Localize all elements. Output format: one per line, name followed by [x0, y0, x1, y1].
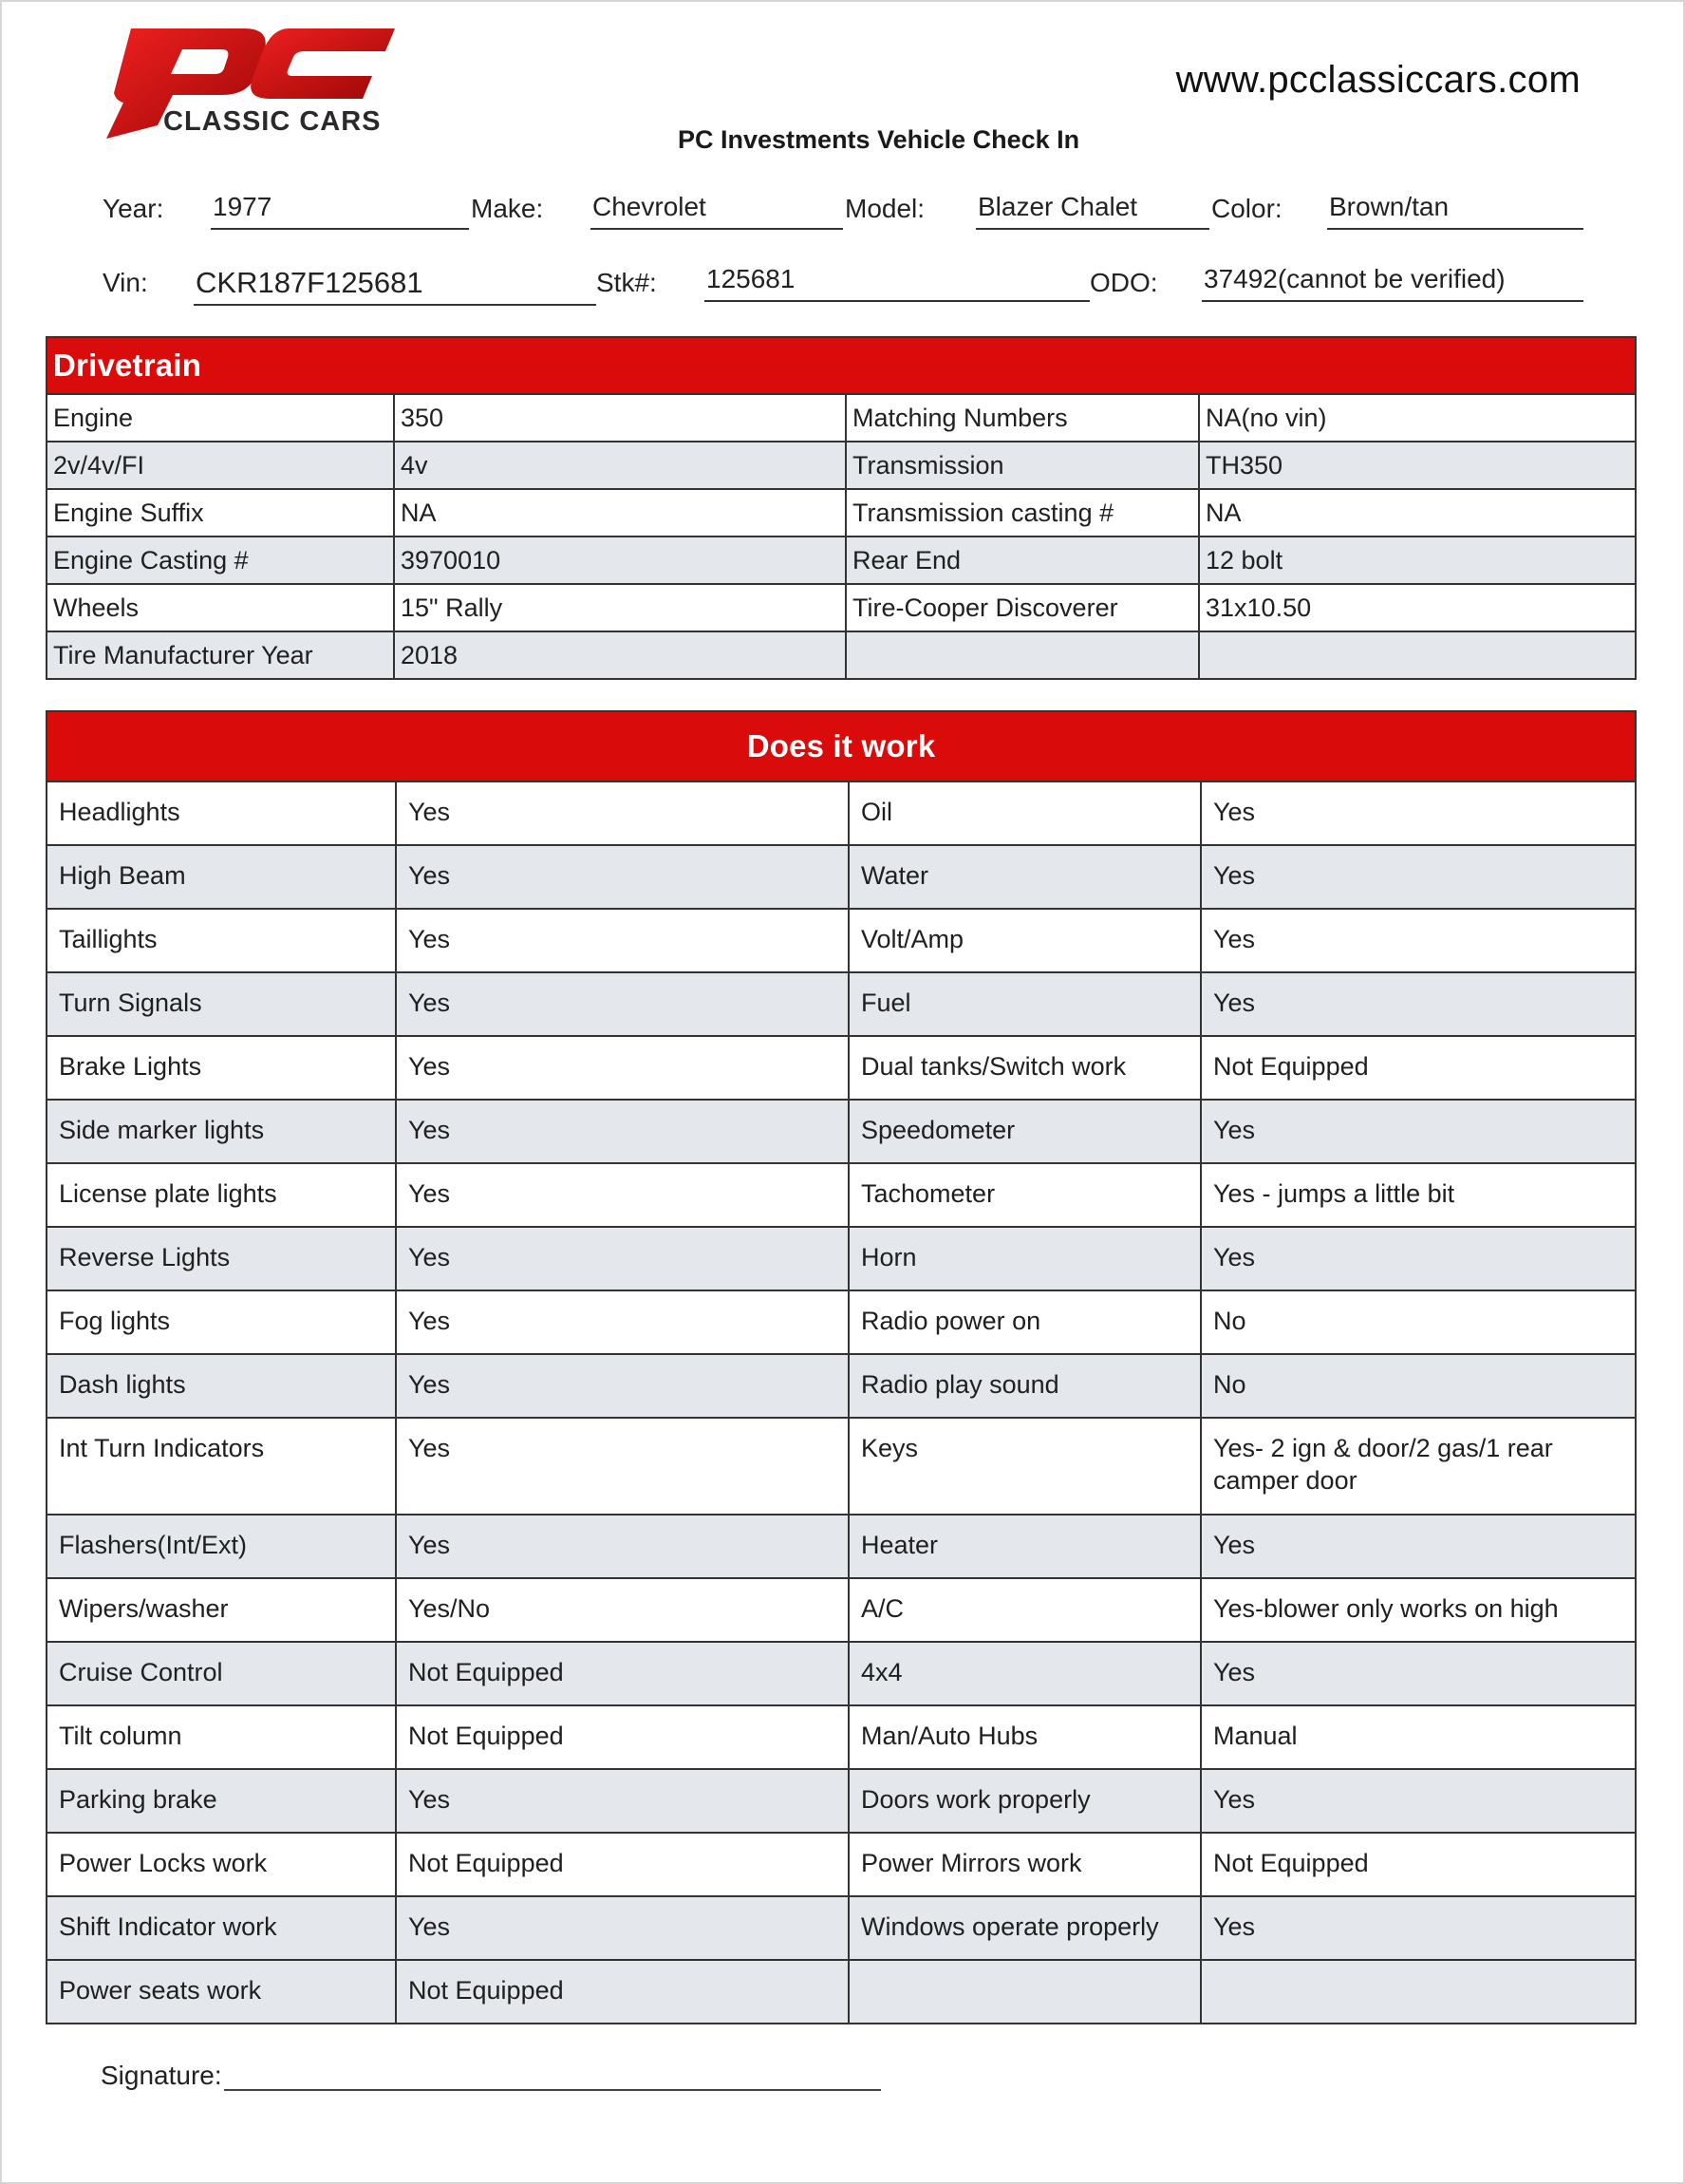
table-row	[47, 1959, 1635, 2023]
signature-area	[101, 2061, 881, 2091]
check-value[interactable]: Manual	[1200, 1706, 1635, 1768]
table-row	[47, 441, 1635, 488]
table-row	[47, 1768, 1635, 1832]
check-value[interactable]: Yes	[395, 1897, 848, 1959]
check-label: Fog lights	[59, 1307, 171, 1335]
check-value[interactable]: Yes	[1200, 782, 1635, 844]
check-label: Wipers/washer	[59, 1594, 229, 1623]
check-value[interactable]: Yes	[395, 1164, 848, 1226]
year-label: Year:	[103, 194, 164, 223]
check-value[interactable]: Yes	[395, 846, 848, 908]
table-row	[47, 1290, 1635, 1353]
check-label: Dash lights	[59, 1370, 186, 1399]
check-value[interactable]: Not Equipped	[395, 1834, 848, 1895]
drivetrain-value[interactable]: NA	[393, 490, 845, 536]
check-value[interactable]: Yes	[395, 1419, 848, 1514]
website-url[interactable]: www.pcclassiccars.com	[1175, 59, 1581, 101]
odo-label: ODO:	[1090, 268, 1158, 297]
check-value[interactable]: Not Equipped	[395, 1706, 848, 1768]
vin-label: Vin:	[103, 268, 148, 297]
check-label: Water	[848, 846, 1200, 908]
check-value[interactable]: Yes	[1200, 1228, 1635, 1290]
drivetrain-value[interactable]: 12 bolt	[1198, 537, 1635, 583]
drivetrain-value[interactable]: 15" Rally	[393, 585, 845, 631]
table-row	[47, 1514, 1635, 1577]
drivetrain-label	[845, 632, 1198, 678]
drivetrain-label: Engine	[53, 404, 134, 432]
vin-field[interactable]: CKR187F125681	[194, 266, 596, 306]
table-row	[47, 1353, 1635, 1417]
check-value[interactable]: Yes	[395, 910, 848, 971]
check-label: High Beam	[59, 861, 186, 890]
table-row	[47, 488, 1635, 536]
signature-label: Signature:	[101, 2061, 222, 2090]
check-value[interactable]: Yes	[395, 1355, 848, 1417]
check-label: Fuel	[848, 973, 1200, 1035]
signature-line[interactable]	[224, 2062, 881, 2091]
check-label: Power seats work	[59, 1976, 262, 2005]
drivetrain-table	[46, 336, 1637, 680]
check-label: Tachometer	[848, 1164, 1200, 1226]
check-value[interactable]: Yes	[395, 1101, 848, 1162]
drivetrain-label: Tire Manufacturer Year	[53, 641, 313, 669]
check-label: Int Turn Indicators	[59, 1434, 265, 1462]
table-row	[47, 781, 1635, 844]
check-value[interactable]: Yes	[1200, 1770, 1635, 1832]
check-value[interactable]: Yes	[395, 1037, 848, 1099]
drivetrain-value[interactable]	[1198, 632, 1635, 678]
check-label: License plate lights	[59, 1179, 277, 1208]
check-label: Power Mirrors work	[848, 1834, 1200, 1895]
check-value[interactable]: Yes/No	[395, 1579, 848, 1641]
check-label: Radio play sound	[848, 1355, 1200, 1417]
table-row	[47, 971, 1635, 1035]
drivetrain-label: Transmission	[845, 442, 1198, 488]
check-label: A/C	[848, 1579, 1200, 1641]
table-row	[47, 631, 1635, 678]
check-label: Horn	[848, 1228, 1200, 1290]
year-field[interactable]: 1977	[211, 190, 469, 230]
drivetrain-value[interactable]: NA	[1198, 490, 1635, 536]
stock-label: Stk#:	[596, 268, 657, 297]
drivetrain-value[interactable]: 350	[393, 395, 845, 441]
check-value[interactable]: Not Equipped	[395, 1643, 848, 1704]
check-label: Dual tanks/Switch work	[848, 1037, 1200, 1099]
table-row	[47, 583, 1635, 631]
table-row	[47, 1162, 1635, 1226]
check-label	[848, 1961, 1200, 2023]
drivetrain-label: Wheels	[53, 593, 140, 622]
model-field[interactable]: Blazer Chalet	[976, 190, 1209, 230]
check-value[interactable]: Yes	[1200, 910, 1635, 971]
check-value[interactable]: Yes - jumps a little bit	[1200, 1164, 1635, 1226]
pc-classic-cars-logo	[103, 27, 397, 142]
table-row	[47, 1035, 1635, 1099]
check-value[interactable]: Yes	[395, 1228, 848, 1290]
page-title: PC Investments Vehicle Check In	[678, 125, 1080, 154]
check-label: Parking brake	[59, 1785, 217, 1814]
check-value[interactable]	[1200, 1961, 1635, 2023]
check-value[interactable]: Yes	[1200, 1516, 1635, 1577]
logo-subtitle: CLASSIC CARS	[163, 106, 382, 137]
check-label: Taillights	[59, 925, 158, 953]
check-value[interactable]: Yes-blower only works on high	[1200, 1579, 1635, 1641]
check-label: Brake Lights	[59, 1052, 202, 1081]
does-it-work-header: Does it work	[47, 712, 1635, 781]
drivetrain-header: Drivetrain	[47, 338, 1635, 393]
check-label: Volt/Amp	[848, 910, 1200, 971]
table-row	[47, 1704, 1635, 1768]
table-row	[47, 1099, 1635, 1162]
drivetrain-value[interactable]: TH350	[1198, 442, 1635, 488]
check-label: Doors work properly	[848, 1770, 1200, 1832]
check-value[interactable]: No	[1200, 1355, 1635, 1417]
check-value[interactable]: Yes	[1200, 973, 1635, 1035]
drivetrain-label: Tire-Cooper Discoverer	[845, 585, 1198, 631]
check-label: 4x4	[848, 1643, 1200, 1704]
table-row	[47, 1641, 1635, 1704]
check-value[interactable]: Yes- 2 ign & door/2 gas/1 rear camper door	[1200, 1419, 1635, 1514]
model-label: Model:	[845, 194, 926, 223]
stock-field[interactable]: 125681	[704, 262, 1090, 302]
check-label: Tilt column	[59, 1722, 182, 1750]
check-label: Headlights	[59, 798, 180, 826]
does-it-work-table	[46, 710, 1637, 2024]
table-row	[47, 393, 1635, 441]
check-value[interactable]: Yes	[395, 782, 848, 844]
check-value[interactable]: Yes	[1200, 846, 1635, 908]
odo-field[interactable]: 37492(cannot be verified)	[1202, 262, 1583, 302]
check-label: Speedometer	[848, 1101, 1200, 1162]
drivetrain-value[interactable]: 2018	[393, 632, 845, 678]
make-label: Make:	[471, 194, 544, 223]
drivetrain-label: Transmission casting #	[845, 490, 1198, 536]
check-value[interactable]: Yes	[395, 973, 848, 1035]
check-label: Side marker lights	[59, 1116, 265, 1144]
check-label: Turn Signals	[59, 988, 202, 1017]
drivetrain-value[interactable]: 31x10.50	[1198, 585, 1635, 631]
drivetrain-label: Rear End	[845, 537, 1198, 583]
make-field[interactable]: Chevrolet	[590, 190, 843, 230]
check-label: Power Locks work	[59, 1849, 268, 1877]
check-label: Keys	[848, 1419, 1200, 1514]
check-value[interactable]: Not Equipped	[1200, 1834, 1635, 1895]
drivetrain-label: Engine Casting #	[53, 546, 249, 574]
table-row	[47, 1417, 1635, 1514]
table-row	[47, 1832, 1635, 1895]
check-label: Heater	[848, 1516, 1200, 1577]
table-row	[47, 1226, 1635, 1290]
check-value[interactable]: Yes	[395, 1291, 848, 1353]
drivetrain-label: Engine Suffix	[53, 499, 204, 527]
check-value[interactable]: No	[1200, 1291, 1635, 1353]
drivetrain-value[interactable]: NA(no vin)	[1198, 395, 1635, 441]
check-label: Reverse Lights	[59, 1243, 231, 1271]
check-label: Man/Auto Hubs	[848, 1706, 1200, 1768]
check-label: Windows operate properly	[848, 1897, 1200, 1959]
drivetrain-value[interactable]: 3970010	[393, 537, 845, 583]
table-row	[47, 1895, 1635, 1959]
check-label: Shift Indicator work	[59, 1912, 277, 1941]
check-value[interactable]: Yes	[1200, 1101, 1635, 1162]
check-label: Oil	[848, 782, 1200, 844]
table-row	[47, 844, 1635, 908]
table-row	[47, 908, 1635, 971]
check-label: Cruise Control	[59, 1658, 223, 1686]
drivetrain-label: Matching Numbers	[845, 395, 1198, 441]
check-value[interactable]: Yes	[1200, 1897, 1635, 1959]
check-value[interactable]: Not Equipped	[1200, 1037, 1635, 1099]
check-value[interactable]: Not Equipped	[395, 1961, 848, 2023]
check-label: Flashers(Int/Ext)	[59, 1531, 248, 1559]
drivetrain-value[interactable]: 4v	[393, 442, 845, 488]
table-row	[47, 536, 1635, 583]
table-row	[47, 1577, 1635, 1641]
check-label: Radio power on	[848, 1291, 1200, 1353]
color-label: Color:	[1211, 194, 1282, 223]
color-field[interactable]: Brown/tan	[1327, 190, 1583, 230]
check-value[interactable]: Yes	[1200, 1643, 1635, 1704]
check-value[interactable]: Yes	[395, 1516, 848, 1577]
check-value[interactable]: Yes	[395, 1770, 848, 1832]
drivetrain-label: 2v/4v/FI	[53, 451, 145, 480]
